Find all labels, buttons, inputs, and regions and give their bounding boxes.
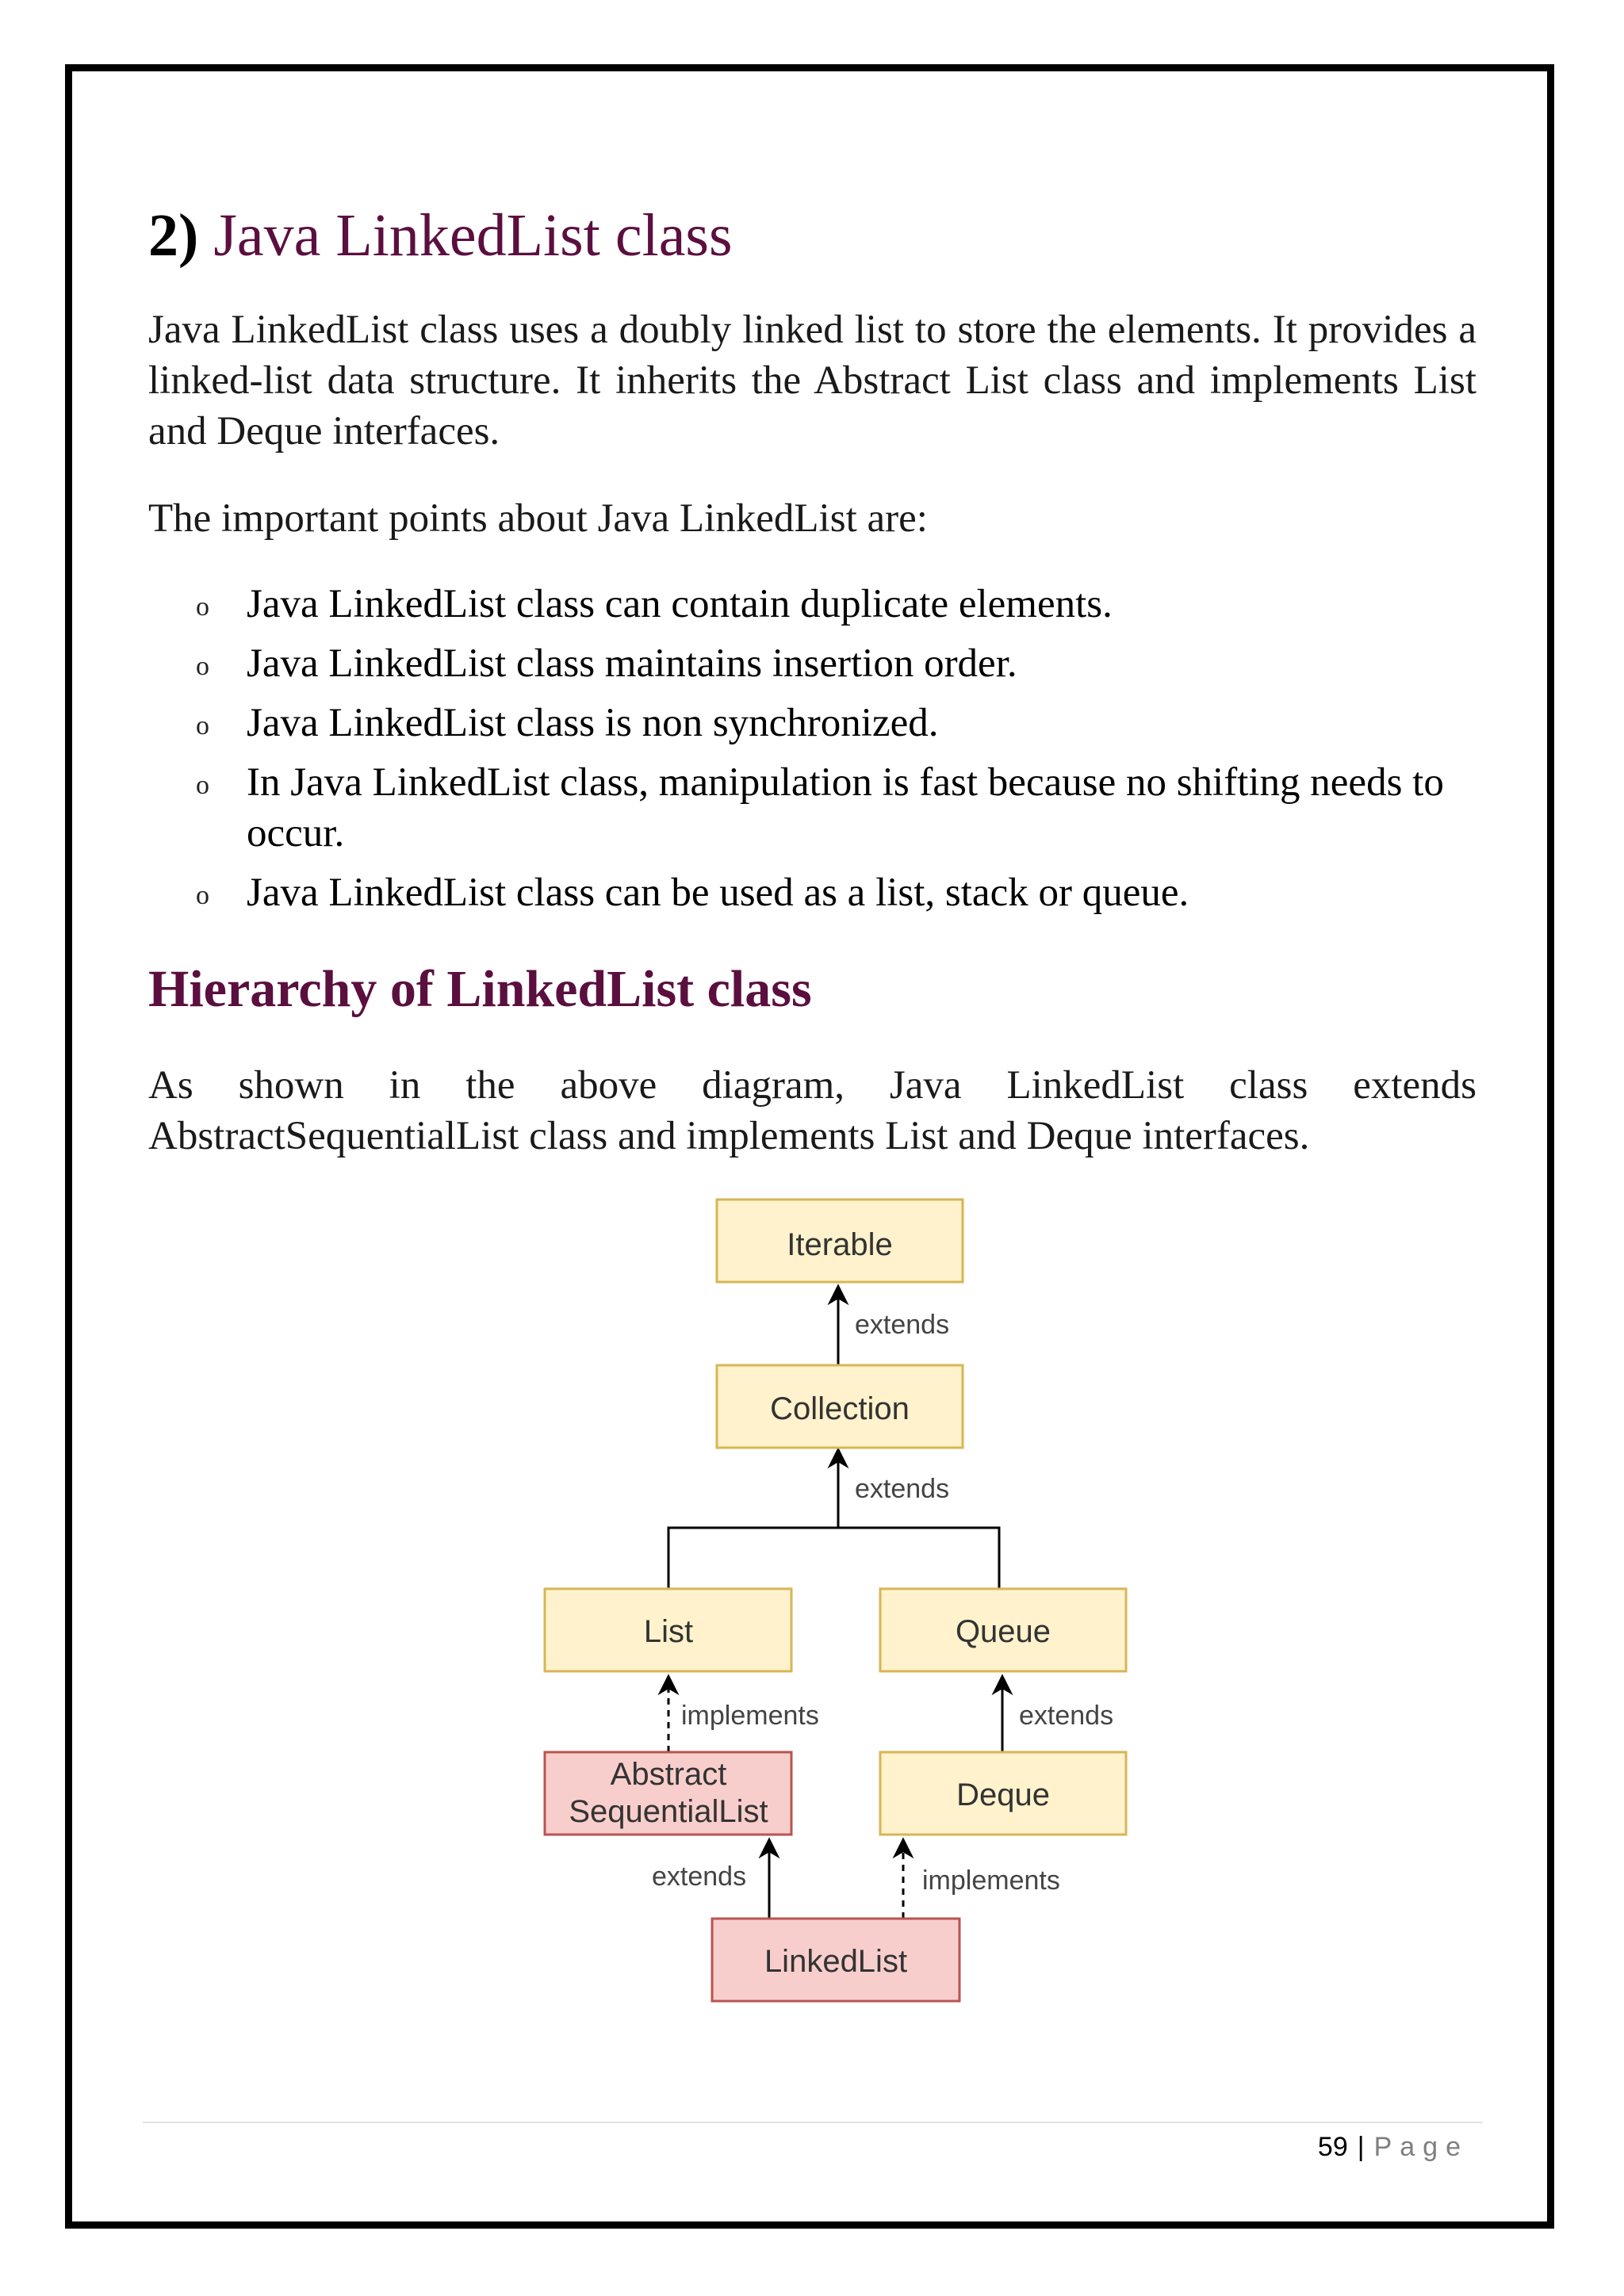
edge-label-abstract-list: implements (681, 1701, 819, 1731)
bullet-icon: o (196, 881, 209, 910)
bullet-icon: o (196, 771, 209, 800)
edge-label-deque-queue: extends (1019, 1701, 1114, 1731)
bullet-icon: o (196, 652, 209, 681)
hierarchy-paragraph: As shown in the above diagram, Java LinkedList class extends AbstractSequentialList class and implements List and Deque interfaces. (148, 1063, 1477, 1158)
node-deque (880, 1752, 1126, 1835)
node-linkedlist (712, 1919, 959, 2001)
node-collection-label: Collection (770, 1391, 910, 1426)
list-item-text: Java LinkedList class maintains insertion order. (247, 641, 1017, 686)
section-number: 2) (148, 202, 199, 269)
footer-separator: | (1357, 2132, 1365, 2162)
node-abstract-label-line1: Abstract (610, 1757, 727, 1792)
node-deque-label: Deque (956, 1777, 1050, 1812)
list-item-text: Java LinkedList class is non synchronized. (247, 701, 939, 745)
bullet-icon: o (196, 711, 209, 740)
node-collection (717, 1365, 963, 1448)
node-list (545, 1589, 791, 1671)
edge-label-linkedlist-deque: implements (922, 1866, 1060, 1896)
bullet-icon: o (196, 592, 209, 622)
page-number: 59 (1317, 2132, 1348, 2162)
intro-paragraph: Java LinkedList class uses a doubly linked list to store the elements. It provides a linked-list data structure. It inherits the Abstract List class and implements List and Deque interfaces. (148, 308, 1477, 453)
list-item-text: Java LinkedList class can be used as a list, stack or queue. (247, 871, 1189, 915)
node-list-label: List (643, 1614, 694, 1649)
edge-label-list-queue-collection: extends (855, 1474, 950, 1504)
edge-label-collection-iterable: extends (855, 1310, 950, 1340)
node-iterable (717, 1200, 963, 1282)
edge-label-linkedlist-abstract: extends (652, 1862, 747, 1892)
node-linkedlist-label: LinkedList (764, 1944, 908, 1979)
section-title: Java LinkedList class (213, 202, 733, 269)
node-queue (880, 1589, 1126, 1671)
node-abstract-label-line2: SequentialList (569, 1794, 768, 1829)
node-abstract-sequential-list (545, 1752, 791, 1835)
points-intro: The important points about Java LinkedList are: (148, 496, 928, 541)
node-iterable-label: Iterable (787, 1227, 893, 1262)
node-queue-label: Queue (955, 1614, 1051, 1649)
page-footer (1318, 2128, 1469, 2166)
list-item-text: Java LinkedList class can contain duplicate elements. (247, 582, 1113, 626)
hierarchy-heading: Hierarchy of LinkedList class (148, 960, 812, 1018)
edge-list-collection (668, 1528, 999, 1589)
list-item-text: In Java LinkedList class, manipulation is fast because no shifting needs to occur. (247, 760, 1444, 855)
footer-divider (143, 2122, 1483, 2123)
page-label: Page (1373, 2132, 1469, 2162)
